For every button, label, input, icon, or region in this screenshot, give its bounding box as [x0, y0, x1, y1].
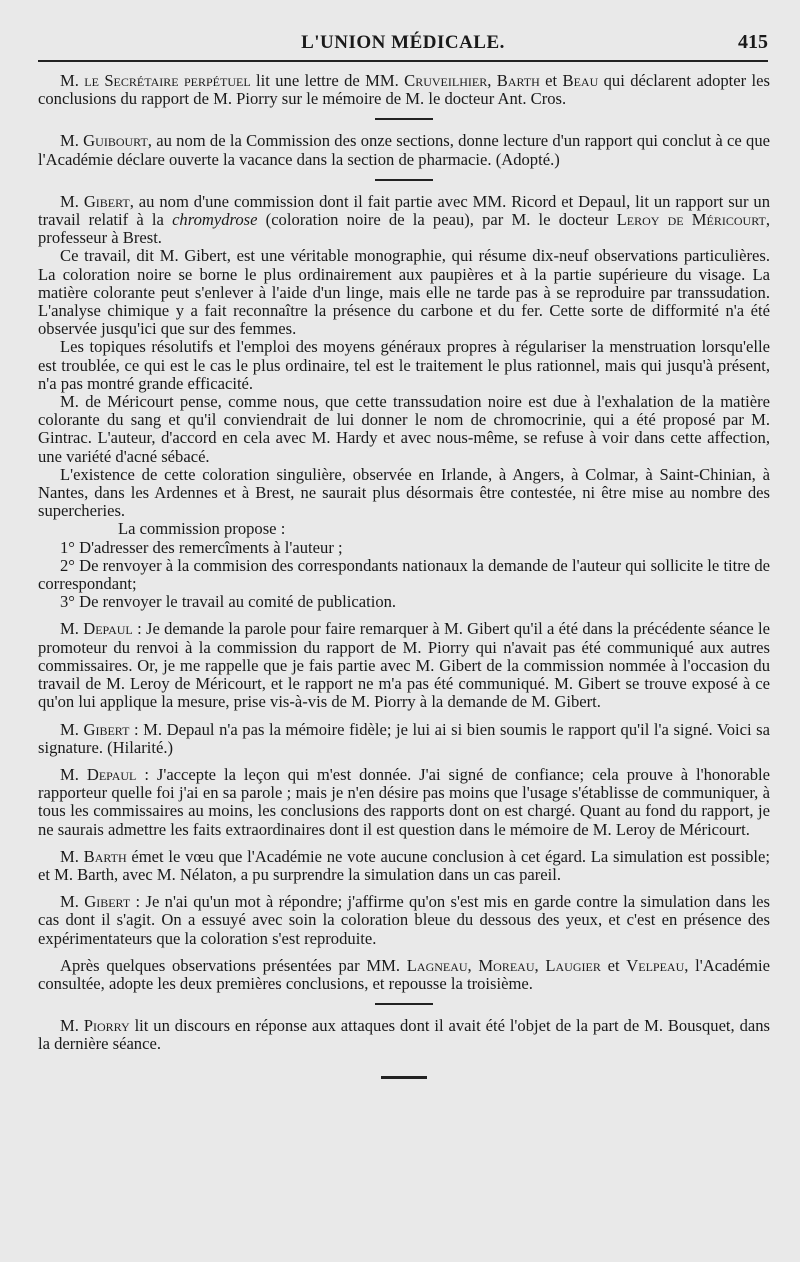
speaker-name: M. Gibert — [60, 719, 130, 739]
paragraph-text: émet le vœu que l'Académie ne vote aucune conclusion à cet égard. La simulation est possible; et M. Barth, avec M. Nélaton, a pu surprendre la simulation dans un cas pareil. — [38, 846, 770, 884]
speaker-name: M. le Secrétaire perpétuel — [60, 71, 251, 90]
speaker-name: Leroy de Méricourt — [616, 210, 766, 230]
paragraph-topiques: Les topiques résolutifs et l'emploi des moyens généraux propres à régulariser la menstruation lorsqu'elle est troublée, ce qui est le cas le plus ordinaire, tel est le traitement le plus rationnel, mais qui jusqu'à présent, n'a pas montré grande efficacité. — [38, 337, 770, 393]
list-item: 1° D'adresser des remercîments à l'auteur ; — [60, 537, 343, 557]
page-body — [38, 72, 770, 1079]
paragraph-depaul-1 — [38, 620, 770, 711]
paragraph-conclusion-vote — [38, 957, 770, 993]
speaker-name: M. Gibert — [60, 892, 131, 912]
paragraph-depaul-2 — [38, 766, 770, 839]
paragraph-text: : M. Depaul n'a pas la mémoire fidèle; je lui ai si bien soumis le rapport qu'il l'a signé. Voici sa signature. (Hilarité.) — [38, 719, 771, 757]
list-item: 3° De renvoyer le travail au comité de publication. — [60, 592, 397, 612]
paragraph-gibert-1 — [38, 721, 770, 757]
page-number: 415 — [738, 31, 768, 53]
paragraph-text: (coloration noire de la peau), par M. le docteur — [257, 210, 617, 230]
section-divider — [375, 179, 433, 181]
speaker-name: M. Gibert — [60, 191, 130, 211]
speaker-name: Cruveilhier, Barth — [404, 71, 540, 90]
paragraph-commission-propose: La commission propose : — [118, 519, 286, 539]
paragraph-text: qui déclarent adopter les conclusions du rapport de M. Piorry sur le mémoire de M. le docteur Ant. Cros. — [38, 71, 770, 109]
paragraph-text: lit une lettre de MM. — [250, 71, 405, 90]
paragraph-text: lit un discours en réponse aux attaques dont il avait été l'objet de la part de M. Bousquet, dans la dernière séance. — [38, 1016, 770, 1054]
list-item: 2° De renvoyer à la commision des correspondants nationaux la demande de l'auteur qui sollicite le titre de correspondant; — [38, 555, 770, 594]
paragraph-text: , l'Académie consultée, adopte les deux premières conclusions, et repousse la troisième. — [38, 955, 770, 993]
paragraph-barth — [38, 848, 770, 884]
paragraph-existence: L'existence de cette coloration singulière, observée en Irlande, à Angers, à Colmar, à Saint-Chinian, à Nantes, dans les Ardennes et à Brest, ne saurait plus désormais être contestée, ni être mise au nombre des supercheries. — [38, 464, 770, 521]
paragraph-guibourt — [38, 132, 770, 168]
speaker-name: Beau — [562, 71, 599, 90]
page-header — [38, 26, 768, 62]
speaker-name: Velpeau — [626, 955, 685, 975]
italic-term: chromydrose — [172, 210, 258, 230]
speaker-name: M. Barth — [60, 846, 127, 866]
speaker-name: M. Depaul — [60, 764, 137, 784]
paragraph-text: Après quelques observations présentées par MM. — [60, 955, 407, 975]
paragraph-text: et — [539, 71, 563, 90]
paragraph-mericourt: M. de Méricourt pense, comme nous, que cette transsudation noire est due à l'exhalation de la matière colorante du sang et qu'il conviendrait de lui donner le nom de chromocrinie, qui a été proposé par M. Gintrac. L'auteur, d'accord en cela avec M. Hardy et avec nous-même, se refuse à voir dans cette affection, une variété d'acné sébacé. — [38, 392, 770, 466]
paragraph-text: , au nom d'une commission dont il fait partie avec MM. Ricord et Depaul, lit un rapport sur un travail relatif à la — [38, 191, 770, 230]
speaker-name: M. Piorry — [60, 1016, 130, 1036]
section-divider — [375, 1003, 433, 1005]
paragraph-text: et — [600, 955, 627, 975]
speaker-name: M. Guibourt — [60, 131, 148, 151]
speaker-name: Lagneau, Moreau, Laugier — [406, 955, 601, 975]
paragraph-secretary-letter — [38, 72, 770, 108]
paragraph-gibert-2 — [38, 893, 770, 948]
section-divider — [375, 118, 433, 120]
paragraph-piorry — [38, 1017, 770, 1053]
running-title: L'UNION MÉDICALE. — [301, 32, 505, 53]
paragraph-gibert-report — [38, 193, 770, 248]
paragraph-text: : Je demande la parole pour faire remarquer à M. Gibert qu'il a été dans la précédente séance le promoteur du renvoi à la commission du rapport de M. Piorry qui n'avait pas été communiqué aux autres commissaires. Or, je me rappelle que je fais partie avec M. Gibert de la commission nommée à l'occasion du travail de M. Leroy de Méricourt, et le rapport ne m'a pas été communiqué. M. Gibert se trouve exposé à ce qu'on lui applique la mesure, prise vis-à-vis de M. Piorry à la demande de M. Gibert. — [38, 619, 770, 712]
end-rule — [381, 1076, 427, 1079]
speaker-name: M. Depaul — [60, 619, 133, 639]
paragraph-monographie: Ce travail, dit M. Gibert, est une véritable monographie, qui résume dix-neuf observations particulières. La coloration noire se borne le plus ordinairement aux paupières et à la partie supérieure du visage. La matière colorante peut s'enlever à l'aide d'un linge, mais elle ne tarde pas à se reproduire par transsudation. L'analyse chimique y a fait reconnaître la présence du carbone et du fer. Cette sorte de difformité n'a été observée jusqu'ici que sur des femmes. — [38, 246, 770, 339]
paragraph-text: : Je n'ai qu'un mot à répondre; j'affirme qu'on s'est mis en garde contre la simulation dans les cas dont il s'agit. On a essuyé avec soin la coloration bleue du dessous des yeux, et c'est en présence des expérimentateurs que la coloration s'est reproduite. — [38, 892, 771, 948]
paragraph-text: , professeur à Brest. — [38, 210, 770, 248]
paragraph-text: , au nom de la Commission des onze sections, donne lecture d'un rapport qui conclut à ce que l'Académie déclare ouverte la vacance dans la section de pharmacie. (Adopté.) — [38, 131, 770, 169]
paragraph-text: : J'accepte la leçon qui m'est donnée. J'ai signé de confiance; cela prouve à l'honorable rapporteur quelle foi j'ai en sa parole ; mais je n'en désire pas moins que l'usage s'établisse de communiquer, à tous les commissaires au moins, les conclusions des rapports dont on est chargé. Quant au fond du rapport, je ne saurais admettre les faits extraordinaires dont il est question dans le mémoire de M. Leroy de Méricourt. — [38, 764, 770, 839]
